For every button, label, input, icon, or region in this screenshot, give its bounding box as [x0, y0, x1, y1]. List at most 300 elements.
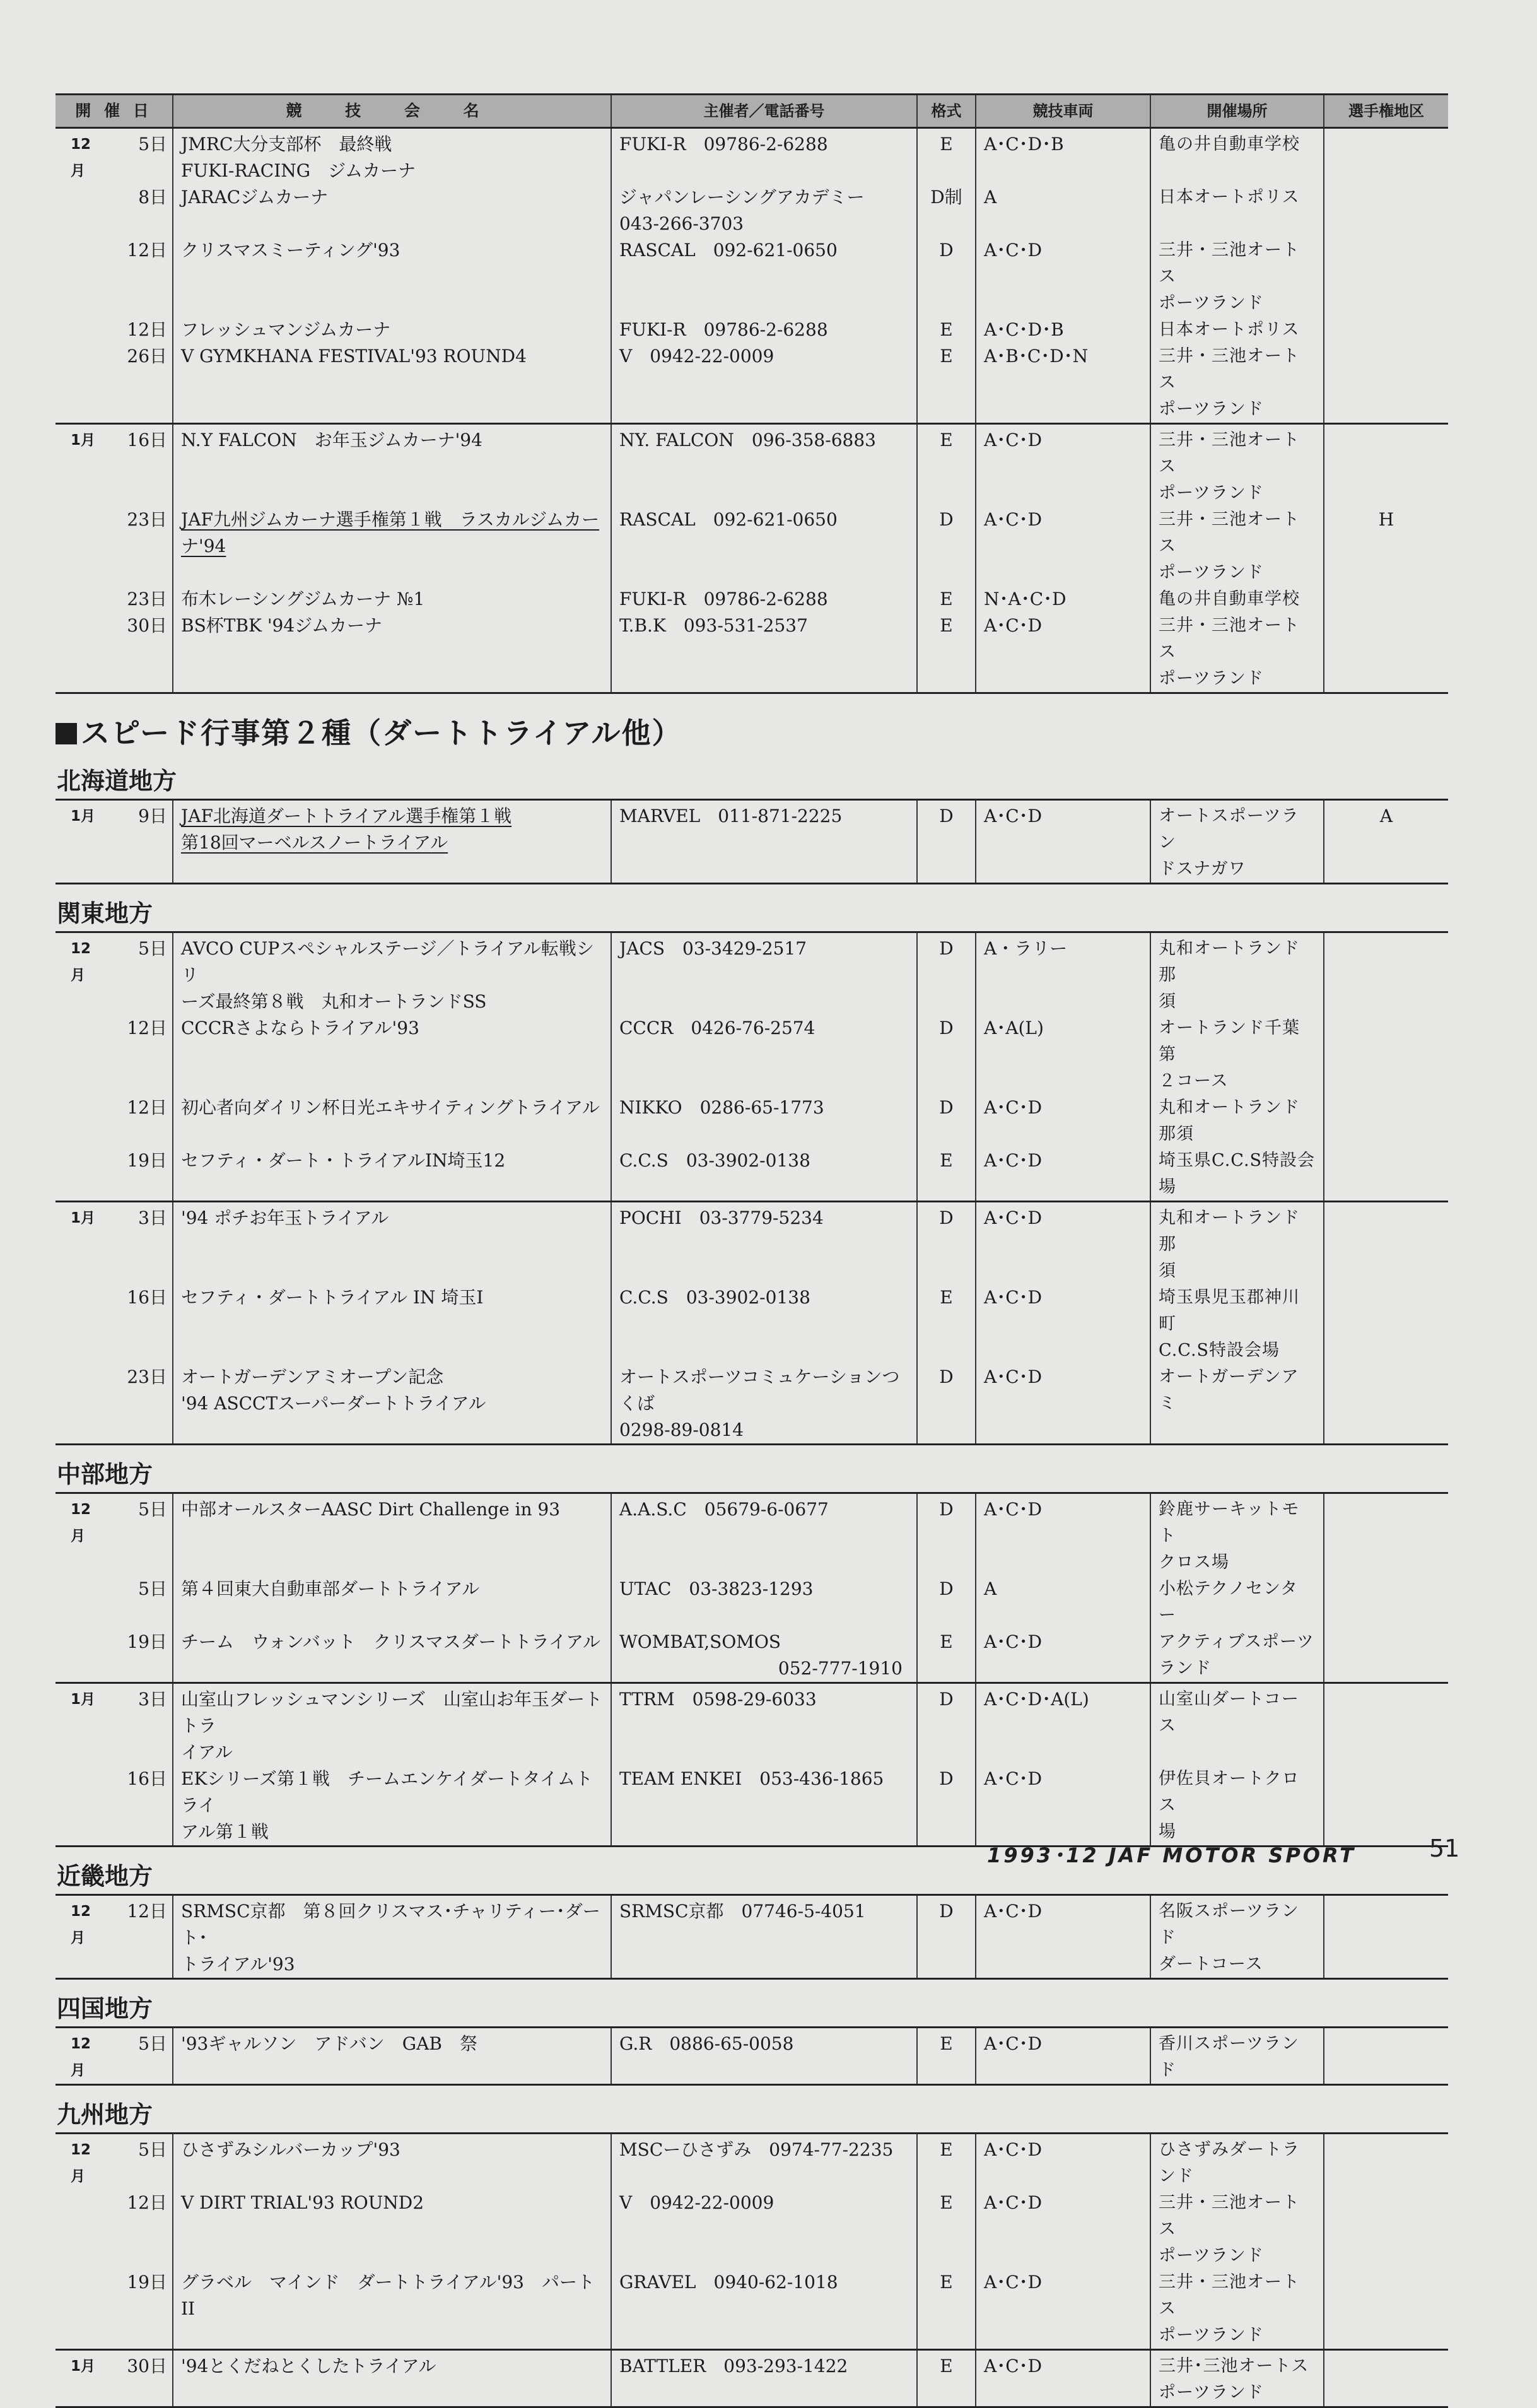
cars-cell: A・ラリー [976, 932, 1150, 1016]
organizer-cell [611, 424, 917, 507]
format-cell: D制 [917, 184, 976, 237]
organizer-text: T.B.K 093-531-2537 [619, 615, 808, 636]
championship-cell [1324, 128, 1448, 185]
cars-cell: A･C･D [976, 237, 1150, 317]
month-cell: 12月 [71, 1501, 91, 1544]
format-cell: D [917, 1095, 976, 1148]
cars-cell: A･C･D [976, 1895, 1150, 1979]
event-name-cell: SRMSC京都 第８回クリスマス･チャリティー･ダート･ トライアル'93 [173, 1895, 611, 1979]
table-row [56, 128, 1448, 185]
championship-cell [1324, 2350, 1448, 2407]
header-organizer: 主催者／電話番号 [611, 95, 917, 128]
venue-cell: オートスポーツラン ドスナガワ [1150, 800, 1324, 884]
header-date: 開 催 日 [56, 95, 173, 128]
event-name-cell: グラベル マインド ダートトライアル'93 パートII [173, 2269, 611, 2350]
day-cell: 12日 [127, 1901, 167, 1922]
table-row [56, 2350, 1448, 2407]
format-cell: E [917, 424, 976, 507]
format-cell: E [917, 2134, 976, 2190]
event-name-cell: 初心者向ダイリン杯日光エキサイティングトライアル [173, 1095, 611, 1148]
month-group [56, 1202, 1448, 1445]
event-name-cell: 山室山フレッシュマンシリーズ 山室山お年玉ダートトラ イアル [173, 1683, 611, 1766]
table-row [56, 1683, 1448, 1766]
page [56, 93, 1448, 2408]
region-title: 九州地方 [57, 2101, 153, 2129]
format-cell: E [917, 1284, 976, 1364]
day-cell: 12日 [127, 2192, 167, 2213]
organizer-cell [611, 128, 917, 185]
day-cell: 5日 [138, 938, 167, 959]
organizer-cell [611, 2028, 917, 2085]
format-cell: D [917, 1364, 976, 1445]
table-row [56, 586, 1448, 613]
region-title: 北海道地方 [57, 767, 177, 795]
venue-cell: ひさずみダートランド [1150, 2134, 1324, 2190]
organizer-cell [611, 800, 917, 884]
month-cell: 12月 [71, 2142, 91, 2185]
month-cell [56, 1576, 106, 1629]
day-cell: 5日 [138, 1499, 167, 1520]
organizer-text: FUKI-R 09786-2-6288 [619, 589, 828, 609]
cars-cell: N･A･C･D [976, 586, 1150, 613]
cars-cell: A･C･D [976, 1284, 1150, 1364]
month-cell [56, 613, 106, 693]
organizer-text: WOMBAT,SOMOS [619, 1631, 781, 1652]
cars-cell: A･C･D [976, 1202, 1150, 1285]
organizer-cell [611, 586, 917, 613]
organizer-cell [611, 184, 917, 237]
cars-cell: A･C･D [976, 2350, 1150, 2407]
event-name-cell: EKシリーズ第１戦 チームエンケイダートタイムトライ アル第１戦 [173, 1766, 611, 1847]
cars-cell: A･C･D [976, 2269, 1150, 2350]
venue-cell: オートガーデンアミ [1150, 1364, 1324, 1445]
event-name-cell: V DIRT TRIAL'93 ROUND2 [173, 2190, 611, 2269]
day-cell: 5日 [138, 1578, 167, 1599]
event-name-cell: クリスマスミーティング'93 [173, 237, 611, 317]
month-cell: 1月 [71, 1691, 96, 1708]
event-name-cell: 布木レーシングジムカーナ №1 [173, 586, 611, 613]
day-cell: 3日 [138, 1689, 167, 1710]
organizer-cell [611, 1766, 917, 1847]
venue-cell: 亀の井自動車学校 [1150, 586, 1324, 613]
organizer-cell [611, 2190, 917, 2269]
day-cell: 30日 [127, 615, 168, 636]
championship-cell [1324, 1284, 1448, 1364]
championship-cell [1324, 1148, 1448, 1202]
day-cell: 23日 [127, 589, 168, 609]
header-cars: 競技車両 [976, 95, 1150, 128]
championship-cell [1324, 613, 1448, 693]
table-row [56, 424, 1448, 507]
format-cell: E [917, 343, 976, 424]
organizer-text: C.C.S 03-3902-0138 [619, 1287, 810, 1308]
organizer-text: BATTLER 093-293-1422 [619, 2356, 848, 2376]
format-cell: D [917, 800, 976, 884]
event-name-cell: ひさずみシルバーカップ'93 [173, 2134, 611, 2190]
venue-cell: 鈴鹿サーキットモト クロス場 [1150, 1493, 1324, 1577]
format-cell: E [917, 128, 976, 185]
format-cell: D [917, 1683, 976, 1766]
event-name-cell: 中部オールスターAASC Dirt Challenge in 93 [173, 1493, 611, 1577]
venue-cell: 日本オートポリス [1150, 184, 1324, 237]
month-cell [56, 1766, 106, 1847]
table-row [56, 507, 1448, 586]
venue-cell: 名阪スポーツランド ダートコース [1150, 1895, 1324, 1979]
month-cell [56, 184, 106, 237]
region-schedule-table [56, 1894, 1448, 1980]
organizer-text: V 0942-22-0009 [619, 2192, 774, 2213]
championship-cell [1324, 343, 1448, 424]
organizer-cell [611, 1015, 917, 1095]
cars-cell: A･A(L) [976, 1015, 1150, 1095]
venue-cell: 伊佐貝オートクロス 場 [1150, 1766, 1324, 1847]
championship-cell [1324, 1202, 1448, 1285]
event-name-cell: '93ギャルソン アドバン GAB 祭 [173, 2028, 611, 2085]
format-cell: E [917, 2269, 976, 2350]
championship-cell [1324, 424, 1448, 507]
venue-cell: 三井・三池オートス ポーツランド [1150, 237, 1324, 317]
championship-cell [1324, 237, 1448, 317]
championship-cell [1324, 1364, 1448, 1445]
organizer-text: RASCAL 092-621-0650 [619, 240, 838, 261]
venue-cell: 亀の井自動車学校 [1150, 128, 1324, 185]
month-cell: 1月 [71, 808, 96, 825]
organizer-cell [611, 1629, 917, 1683]
region-schedule-table [56, 1492, 1448, 1847]
cars-cell: A･C･D [976, 1364, 1150, 1445]
organizer-text: V 0942-22-0009 [619, 346, 774, 367]
organizer-text: POCHI 03-3779-5234 [619, 1207, 824, 1228]
gymkhana-schedule-table [56, 93, 1448, 694]
organizer-text: UTAC 03-3823-1293 [619, 1578, 814, 1599]
organizer-cell [611, 1364, 917, 1445]
day-cell: 3日 [138, 1207, 167, 1228]
championship-cell [1324, 2134, 1448, 2190]
organizer-text: TEAM ENKEI 053-436-1865 [619, 1768, 884, 1789]
table-row [56, 1284, 1448, 1364]
region-schedule-table [56, 2026, 1448, 2086]
championship-cell [1324, 1493, 1448, 1577]
organizer-text: ジャパンレーシングアカデミー 043-266-3703 [619, 187, 882, 234]
venue-cell: 小松テクノセンター [1150, 1576, 1324, 1629]
day-cell: 16日 [127, 1768, 167, 1789]
table-row [56, 2028, 1448, 2085]
day-cell: 16日 [127, 430, 168, 450]
day-cell: 26日 [127, 346, 168, 367]
cars-cell: A･B･C･D･N [976, 343, 1150, 424]
region-schedule-table [56, 931, 1448, 1445]
month-cell [56, 1364, 106, 1445]
month-cell [56, 586, 106, 613]
organizer-text: RASCAL 092-621-0650 [619, 509, 838, 530]
organizer-cell [611, 1284, 917, 1364]
event-name-cell: JMRC大分支部杯 最終戦 FUKI-RACING ジムカーナ [173, 128, 611, 185]
cars-cell: A･C･D [976, 424, 1150, 507]
month-group [56, 2028, 1448, 2085]
format-cell: D [917, 1766, 976, 1847]
cars-cell: A･C･D [976, 613, 1150, 693]
organizer-cell [611, 2134, 917, 2190]
organizer-text: CCCR 0426-76-2574 [619, 1018, 815, 1038]
venue-cell: 日本オートポリス [1150, 317, 1324, 343]
organizer-text: FUKI-R 09786-2-6288 [619, 319, 828, 340]
format-cell: E [917, 2350, 976, 2407]
organizer-text: G.R 0886-65-0058 [619, 2033, 794, 2054]
table-row [56, 2269, 1448, 2350]
month-cell [56, 1629, 106, 1683]
table-row [56, 2134, 1448, 2190]
table-row [56, 237, 1448, 317]
day-cell: 23日 [127, 509, 168, 530]
table-row [56, 2190, 1448, 2269]
month-group [56, 1895, 1448, 1979]
championship-cell: A [1324, 800, 1448, 884]
event-name-cell: セフティ・ダートトライアル IN 埼玉I [173, 1284, 611, 1364]
day-cell: 5日 [138, 2033, 167, 2054]
region-title: 四国地方 [57, 1995, 153, 2023]
venue-cell: オートランド千葉第 ２コース [1150, 1015, 1324, 1095]
magazine-footer: 1993･12 JAF MOTOR SPORT [987, 1843, 1356, 1867]
month-cell [56, 2190, 106, 2269]
table-row [56, 343, 1448, 424]
cars-cell: A [976, 184, 1150, 237]
cars-cell: A･C･D [976, 2190, 1150, 2269]
event-name-cell: CCCRさよならトライアル'93 [173, 1015, 611, 1095]
organizer-text: GRAVEL 0940-62-1018 [619, 2272, 838, 2293]
header-champ: 選手権地区 [1324, 95, 1448, 128]
format-cell: D [917, 237, 976, 317]
table-row [56, 1629, 1448, 1683]
month-group [56, 1683, 1448, 1847]
organizer-phone: 052-777-1910 [778, 1658, 903, 1679]
organizer-text: FUKI-R 09786-2-6288 [619, 134, 828, 155]
event-name-cell: チーム ウォンバット クリスマスダートトライアル [173, 1629, 611, 1683]
header-name: 競 技 会 名 [173, 95, 611, 128]
organizer-text: SRMSC京都 07746-5-4051 [619, 1901, 866, 1922]
table-row [56, 1493, 1448, 1577]
month-cell: 1月 [71, 2358, 96, 2375]
organizer-text: NY. FALCON 096-358-6883 [619, 430, 876, 450]
month-cell [56, 1095, 106, 1148]
month-group [56, 1493, 1448, 1683]
table-row [56, 184, 1448, 237]
venue-cell: アクティブスポーツ ランド [1150, 1629, 1324, 1683]
region-title: 近畿地方 [57, 1862, 153, 1890]
event-name-cell: N.Y FALCON お年玉ジムカーナ'94 [173, 424, 611, 507]
organizer-text: TTRM 0598-29-6033 [619, 1689, 817, 1710]
championship-cell [1324, 1095, 1448, 1148]
cars-cell: A･C･D [976, 1095, 1150, 1148]
championship-cell [1324, 1683, 1448, 1766]
organizer-cell [611, 237, 917, 317]
venue-cell: 三井・三池オートス ポーツランド [1150, 613, 1324, 693]
cars-cell: A･C･D [976, 1148, 1150, 1202]
organizer-text: NIKKO 0286-65-1773 [619, 1097, 824, 1118]
organizer-cell [611, 1895, 917, 1979]
organizer-cell [611, 1683, 917, 1766]
event-name-cell: AVCO CUPスペシャルステージ／トライアル転戦シリ ーズ最終第８戦 丸和オートランドSS [173, 932, 611, 1016]
format-cell: D [917, 1576, 976, 1629]
month-cell: 12月 [71, 1903, 91, 1946]
championship-cell [1324, 184, 1448, 237]
month-cell: 12月 [71, 2036, 91, 2079]
day-cell: 19日 [127, 1631, 167, 1652]
organizer-text: MARVEL 011-871-2225 [619, 806, 843, 826]
championship-cell: H [1324, 507, 1448, 586]
organizer-cell [611, 613, 917, 693]
month-cell [56, 1148, 106, 1202]
organizer-text: オートスポーツコミュケーションつくば 0298-89-0814 [619, 1366, 900, 1440]
month-group [56, 128, 1448, 424]
championship-cell [1324, 932, 1448, 1016]
format-cell: E [917, 2028, 976, 2085]
event-name-cell: V GYMKHANA FESTIVAL'93 ROUND4 [173, 343, 611, 424]
month-cell [56, 317, 106, 343]
format-cell: E [917, 586, 976, 613]
day-cell: 12日 [127, 240, 168, 261]
cars-cell: A･C･D･A(L) [976, 1683, 1150, 1766]
championship-cell [1324, 1895, 1448, 1979]
cars-cell: A･C･D [976, 800, 1150, 884]
month-group [56, 932, 1448, 1202]
venue-cell: 丸和オートランド那須 [1150, 1095, 1324, 1148]
format-cell: E [917, 613, 976, 693]
event-name-cell: BS杯TBK '94ジムカーナ [173, 613, 611, 693]
event-name-cell: JARACジムカーナ [173, 184, 611, 237]
month-group [56, 2350, 1448, 2407]
month-cell [56, 343, 106, 424]
day-cell: 30日 [127, 2356, 167, 2376]
month-group [56, 800, 1448, 884]
venue-cell: 埼玉県児玉郡神川町 C.C.S特設会場 [1150, 1284, 1324, 1364]
event-name-cell: 第４回東大自動車部ダートトライアル [173, 1576, 611, 1629]
venue-cell: 三井・三池オートス ポーツランド [1150, 507, 1324, 586]
organizer-cell [611, 1493, 917, 1577]
organizer-cell [611, 1148, 917, 1202]
organizer-cell [611, 507, 917, 586]
square-bullet-icon [56, 723, 77, 744]
cars-cell: A･C･D [976, 507, 1150, 586]
region-schedule-table [56, 2132, 1448, 2408]
event-name-cell: オートガーデンアミオープン記念 '94 ASCCTスーパーダートトライアル [173, 1364, 611, 1445]
format-cell: D [917, 1493, 976, 1577]
day-cell: 19日 [127, 2272, 167, 2293]
day-cell: 12日 [127, 1097, 167, 1118]
section-title-text: スピード行事第２種（ダートトライアル他） [81, 716, 682, 750]
championship-cell [1324, 317, 1448, 343]
format-cell: E [917, 2190, 976, 2269]
regions [56, 766, 1448, 2408]
region-schedule-table [56, 799, 1448, 884]
championship-cell [1324, 1576, 1448, 1629]
organizer-cell [611, 2269, 917, 2350]
day-cell: 12日 [127, 319, 168, 340]
month-cell: 1月 [71, 432, 96, 449]
venue-cell: 丸和オートランド那 須 [1150, 932, 1324, 1016]
day-cell: 19日 [127, 1150, 167, 1171]
championship-cell [1324, 2028, 1448, 2085]
format-cell: D [917, 1202, 976, 1285]
section-title [56, 710, 1448, 752]
format-cell: E [917, 1148, 976, 1202]
table-row [56, 1766, 1448, 1847]
venue-cell: 香川スポーツランド [1150, 2028, 1324, 2085]
page-number: 51 [1429, 1835, 1460, 1862]
table-row [56, 1095, 1448, 1148]
cars-cell: A･C･D [976, 1629, 1150, 1683]
format-cell: D [917, 1895, 976, 1979]
championship-cell [1324, 2269, 1448, 2350]
table-row [56, 1895, 1448, 1979]
format-cell: D [917, 507, 976, 586]
venue-cell: 三井・三池オートス ポーツランド [1150, 2190, 1324, 2269]
month-cell [56, 1284, 106, 1364]
organizer-cell [611, 317, 917, 343]
table-row [56, 1202, 1448, 1285]
organizer-text: C.C.S 03-3902-0138 [619, 1150, 810, 1171]
organizer-cell [611, 343, 917, 424]
cars-cell: A･C･D･B [976, 128, 1150, 185]
organizer-cell [611, 1202, 917, 1285]
cars-cell: A･C･D [976, 2134, 1150, 2190]
table-row [56, 932, 1448, 1016]
event-name-cell: JAF北海道ダートトライアル選手権第１戦 第18回マーベルスノートライアル [173, 800, 611, 884]
championship-cell [1324, 1015, 1448, 1095]
day-cell: 5日 [138, 134, 168, 155]
header-venue: 開催場所 [1150, 95, 1324, 128]
event-name-cell: '94 ポチお年玉トライアル [173, 1202, 611, 1285]
organizer-cell [611, 1576, 917, 1629]
venue-cell: 山室山ダートコース [1150, 1683, 1324, 1766]
day-cell: 12日 [127, 1018, 167, 1038]
day-cell: 16日 [127, 1287, 167, 1308]
table-row [56, 1576, 1448, 1629]
day-cell: 8日 [138, 187, 168, 208]
header-format: 格式 [917, 95, 976, 128]
event-name-cell: JAF九州ジムカーナ選手権第１戦 ラスカルジムカーナ'94 [173, 507, 611, 586]
cars-cell: A･C･D [976, 2028, 1150, 2085]
championship-cell [1324, 2190, 1448, 2269]
day-cell: 23日 [127, 1366, 167, 1387]
venue-cell: 三井･三池オートスポーツランド [1150, 2350, 1324, 2407]
month-group [56, 2134, 1448, 2350]
cars-cell: A･C･D [976, 1766, 1150, 1847]
format-cell: E [917, 317, 976, 343]
venue-cell: 埼玉県C.C.S特設会場 [1150, 1148, 1324, 1202]
month-group [56, 424, 1448, 693]
format-cell: D [917, 932, 976, 1016]
month-cell [56, 237, 106, 317]
organizer-text: JACS 03-3429-2517 [619, 938, 807, 959]
table-row [56, 800, 1448, 884]
format-cell: D [917, 1015, 976, 1095]
organizer-text: A.A.S.C 05679-6-0677 [619, 1499, 829, 1520]
cars-cell: A･C･D [976, 1493, 1150, 1577]
day-cell: 5日 [138, 2139, 167, 2160]
region-title: 関東地方 [57, 900, 153, 927]
table-header [56, 95, 1448, 128]
table-row [56, 317, 1448, 343]
table-row [56, 1148, 1448, 1202]
venue-cell: 三井・三池オートス ポーツランド [1150, 424, 1324, 507]
venue-cell: 丸和オートランド那 須 [1150, 1202, 1324, 1285]
venue-cell: 三井・三池オートス ポーツランド [1150, 2269, 1324, 2350]
month-cell: 1月 [71, 1210, 96, 1226]
cars-cell: A [976, 1576, 1150, 1629]
championship-cell [1324, 586, 1448, 613]
month-cell: 12月 [71, 941, 91, 984]
organizer-cell [611, 1095, 917, 1148]
